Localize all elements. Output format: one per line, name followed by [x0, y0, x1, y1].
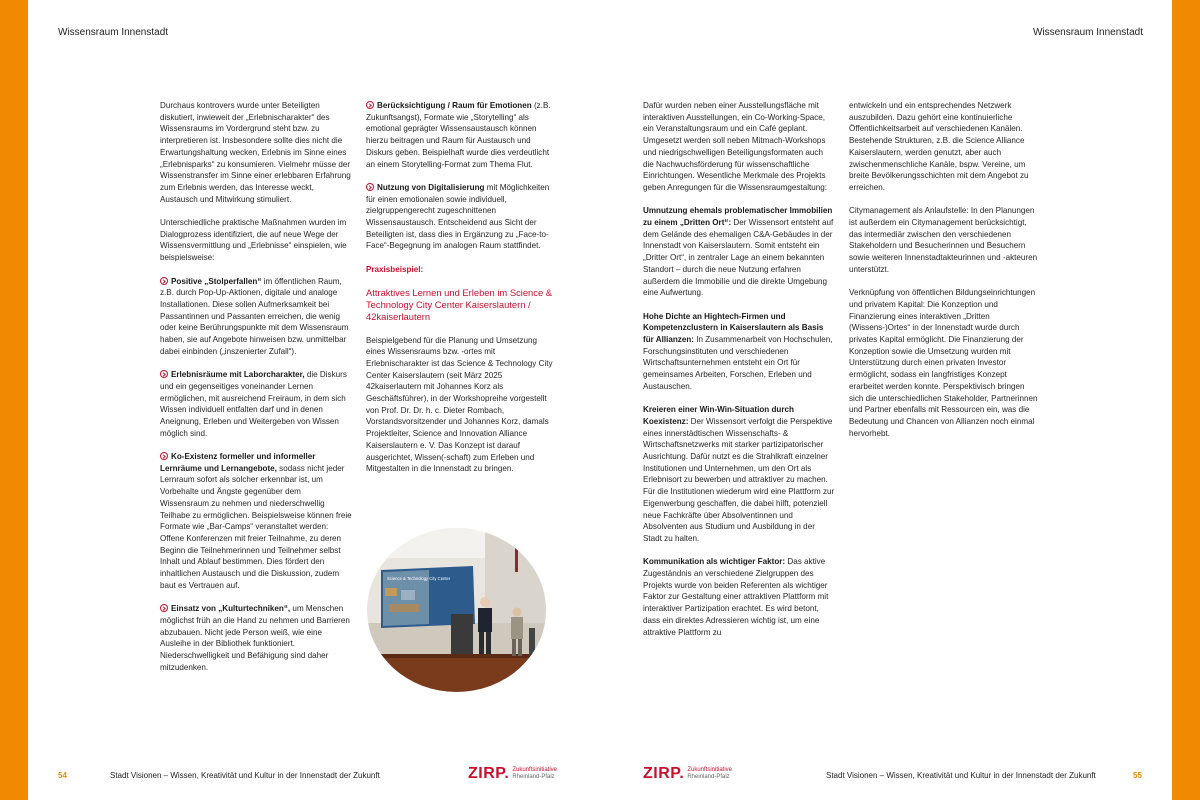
bullet-item: [160, 276, 352, 358]
paragraph: Verknüpfung von öffentlichen Bildungseinrichtungen und privatem Kapital: Die Konzeption und Finanzierung eines interaktiven „Dritten (Wissens-)Ortes“ in der Innenstadt wurde durch privates Kapital ermöglicht. Die Finanzierung der Konzeption sowie die Umsetzung wurden mit Unterstützung durch einen privaten Investor ermöglicht, sodass ein langfristiges Konzept erarbeitet werden konnte. Perspektivisch bringen sich die unterschiedlichen Stakeholder, Partnerinnen und Partner ebenfalls mit Ressourcen ein, was die Bedeutung und Chancen von Allianzen noch einmal hervorhebt.: [849, 288, 1038, 438]
paragraph: Beispielgebend für die Planung und Umsetzung eines Wissensraums bzw. -ortes mit Erlebnischarakter ist das Science & Technology City Center Kaiserslautern (seit März 2025 42kaiserlautern mit Johannes Korz als Geschäftsführer), in der Workshopreihe vorgestellt von Prof. Dr. Dr. h. c. Dieter Rombach, Vorstandsvorsitzender und Johannes Korz, damals Projektleiter, Science and Innovation Alliance Kaiserslautern e. V. Das Konzept ist darauf ausgerichtet, Wissen(-schaft) zum Erleben und Mitgestalten in die Innenstadt zu bringen.: [366, 335, 553, 474]
bullet-text: im öffentlichen Raum, z.B. durch Pop-Up-Aktionen, digitale und analoge Installationen. Diese sollen Aufmerksamkeit bei Passantinnen und Passanten erreichen, die wenig oder keine Berührungspunkte mit dem Wissensraum haben, sie auf Angebote hinweisen bzw. unmittelbar dabei einbinden („inszenierter Zufall“).: [160, 276, 349, 356]
circle-arrow-right-icon: [366, 101, 374, 109]
bullet-title: Berücksichtigung / Raum für Emotionen: [377, 101, 532, 110]
bullet-item: [366, 182, 556, 252]
bullet-text: mit Möglichkeiten für einen emotionalen sowie individuell, zielgruppengerecht zugeschnittenen Wissensaustausch. Entscheidend aus Sicht der Beteiligten ist, dass dies in Ergänzung zu „Face-to-Face“-Begegnung im analogen Raum stattfindet.: [366, 182, 550, 251]
logo-subtitle: [687, 767, 732, 781]
paragraph: entwickeln und ein entsprechendes Netzwerk auszubilden. Dazu gehört eine kontinuierliche Öffentlichkeitsarbeit auf verschiedenen Kanälen. Bestehende Strukturen, z.B. die Science Alliance Kaiserslautern, werden genutzt, aber auch zwischenmenschliche Kanäle, bspw. Vereine, um breite Bevölkerungsschichten mit dem Angebot zu erreichen.: [849, 101, 1029, 192]
bullet-title: Erlebnisräume mit Laborcharakter,: [171, 370, 305, 380]
logo-subtitle: [512, 767, 557, 781]
bullet-item: [160, 603, 352, 673]
feature-block: [643, 311, 835, 393]
paragraph: Unterschiedliche praktische Maßnahmen wurden im Dialogprozess identifiziert, die auf neue Wege der Wissensvermittlung und „Erlebnisse“ einspielen, wie beispielsweise:: [160, 218, 347, 263]
left-footer-title: Stadt Visionen – Wissen, Kreativität und Kultur in der Innenstadt der Zukunft: [110, 771, 380, 780]
zirp-logo-right: [643, 765, 732, 783]
bullet-text: die Diskurs und ein gegenseitiges voneinander Lernen ermöglichen, mit ausreichend Freiraum, in dem sich Wissen individuell entfalten darf und in denen Aneignung, Erleben und Weitergeben von Wissen möglich sind.: [160, 370, 347, 438]
feature-block: [643, 404, 835, 544]
bullet-item: [160, 451, 352, 591]
circle-arrow-right-icon: [160, 370, 168, 378]
right-orange-band: [1172, 0, 1200, 800]
circle-arrow-right-icon: [160, 452, 168, 460]
praxis-label: Praxisbeispiel:: [366, 264, 424, 274]
bullet-title: Ko-Existenz formeller und informeller Lernräume und Lernangebote,: [160, 452, 316, 473]
paragraph: Dafür wurden neben einer Ausstellungsfläche mit interaktiven Ausstellungen, ein Co-Working-Space, ein Veranstaltungsraum und ein Café geplant. Umgesetzt werden soll neben Mitmach-Workshops und niedrigschwelligen Beteiligungsformaten auch die Nachwuchsförderung für wissenschaftliche Einrichtungen. Wesentliche Merkmale des Projekts geben Anregungen für die Wissensraumgestaltung:: [643, 101, 828, 192]
right-footer-title: Stadt Visionen – Wissen, Kreativität und Kultur in der Innenstadt der Zukunft: [826, 771, 1096, 780]
column-3: [643, 100, 835, 650]
column-2: [366, 100, 556, 487]
logo-mark: ZIRP.: [468, 765, 510, 782]
bullet-title: Nutzung von Digitalisierung: [377, 182, 485, 192]
praxis-heading: Attraktives Lernen und Erleben im Science & Technology City Center Kaiserslautern / 42kaiserlautern: [366, 286, 553, 322]
feature-text: In Zusammenarbeit von Hochschulen, Forschungsinstituten und verschiedenen Wirtschaftsunternehmen entsteht ein Ort für gemeinsames Arbeiten, Forschen, Erleben und Austauschen.: [643, 335, 833, 391]
photo-screen-text: Science & Technology City Center: [387, 576, 451, 581]
circle-arrow-right-icon: [160, 277, 168, 285]
right-page-header: Wissensraum Innenstadt: [1032, 27, 1143, 38]
logo-line-2: Rheinland-Pfalz: [512, 774, 555, 780]
left-orange-band: [0, 0, 28, 800]
feature-text: Der Wissensort entsteht auf dem Gelände des ehemaligen C&A-Gebäudes in der Innenstadt von Kaiserslautern. Somit entsteht ein „Dritter Ort“, in zentraler Lage an einem bekannten Standort – durch die neue Nutzung erfahren außerdem die Immobilie und die direkte Umgebung eine Aufwertung.: [643, 218, 834, 298]
right-page-number: 55: [1133, 771, 1142, 780]
logo-mark: ZIRP.: [643, 765, 685, 782]
left-page-header: Wissensraum Innenstadt: [58, 27, 169, 38]
column-1: [160, 100, 352, 685]
bullet-title: Positive „Stolperfallen“: [171, 276, 262, 286]
logo-line-1: Zukunftsinitiative: [687, 767, 733, 773]
logo-line-2: Rheinland-Pfalz: [687, 774, 730, 780]
feature-block: [643, 556, 835, 638]
feature-title: Hohe Dichte an Hightech-Firmen und Kompetenzclustern in Kaiserslautern als Basis für Allianzen:: [643, 311, 824, 345]
feature-text: Das aktive Zugeständnis an verschiedene Zielgruppen des Projekts wurde von beiden Referenten als wichtiger Faktor zur Gestaltung einer attraktiven Plattform mit interaktiver Partizipation erachtet. Es wird betont, dass ein direktes Adressieren wichtig ist, um eine attraktive Plattform zu: [643, 557, 829, 637]
bullet-item: [366, 100, 556, 170]
bullet-text: (z.B. Zukunftsangst), Formate wie „Storytelling“ als emotional geprägter Wissensaustausch können hierzu beitragen und Raum für Austausch und Diskurs geben. Beispielhaft wurde dies verdeutlicht an einem Storytelling-Format zum Thema Flut.: [366, 101, 551, 169]
bullet-text: sodass nicht jeder Lernraum sofort als solcher erkennbar ist, um Vorbehalte und Ängste gegenüber dem Wissensraum zu nehmen und niederschwellig Teilhabe zu ermöglichen. Beispielsweise können freie Formate wie „Bar-Camps“ veranstaltet werden: Offene Konferenzen mit freier Teilnahme, zu deren Beginn die Teilnehmerinnen und Teilnehmer selbst Inhalt und Ablauf bestimmen. Dies fördert den inhaltlichen Austausch und die Diskussion, zudem baut es Vertrauen auf.: [160, 463, 352, 590]
bullet-title: Einsatz von „Kulturtechniken“,: [171, 604, 291, 614]
paragraph: Citymanagement als Anlaufstelle: In den Planungen ist außerdem ein Citymanagement berücksichtigt, das intermediär zwischen den verschiedenen Stakeholdern und Besucherinnen und Besuchern sowie weiteren Innenstadtakteurinnen und -akteuren unterstützt.: [849, 206, 1038, 274]
feature-title: Kreieren einer Win-Win-Situation durch Koexistenz:: [643, 405, 794, 426]
zirp-logo-left: [468, 765, 557, 783]
logo-line-1: Zukunftsinitiative: [512, 767, 558, 773]
bullet-text: um Menschen möglichst früh an die Hand zu nehmen und Barrieren abzubauen. Nicht jede Person weiß, wie eine Ausleihe in der Bibliothek funktioniert. Niederschwelligkeit und Befähigung sind daher mitzudenken.: [160, 604, 350, 672]
event-photo: [367, 528, 546, 692]
circle-arrow-right-icon: [160, 604, 168, 612]
feature-text: Der Wissensort verfolgt die Perspektive eines innerstädtischen Wissenschafts- & Wirtschaftsnetzwerks mit starker partizipatorischer Ausrichtung. Dafür nutzt es die Strahlkraft einzelner Institutionen und Unternehmen, um den Ort als Erlebnisort zu bewerben und attraktiver zu machen. Für die Institutionen wiederum wird eine Plattform zur Eigenwerbung geschaffen, die dabei hilft, potenziell neue Fachkräfte über Absolventinnen und Absolventen aus Studium und Ausbildung in der Stadt zu halten.: [643, 416, 835, 543]
circle-arrow-right-icon: [366, 183, 374, 191]
paragraph: Durchaus kontrovers wurde unter Beteiligten diskutiert, inwieweit der „Erlebnischarakter“ des Wissensraums im Vordergrund steht bzw. zu interpretieren ist. Insbesondere sollte dies nicht die Erwartungshaltung wecken, Erlebnis im Sinne eines „Erlebnisparks“ zu konsumieren. Vielmehr müsse der Wissenstransfer im Sinne einer erlebbaren Erfahrung zum Erlebnis werden, das Interesse weckt, Austausch und Mitwirkung stimuliert.: [160, 101, 351, 204]
bullet-item: [160, 369, 352, 439]
left-page-number: 54: [58, 771, 67, 780]
feature-title: Umnutzung ehemals problematischer Immobilien zu einem „Dritten Ort“:: [643, 206, 833, 228]
feature-block: [643, 205, 835, 299]
column-4: [849, 100, 1041, 451]
feature-title: Kommunikation als wichtiger Faktor:: [643, 557, 786, 567]
photo-illustration: [367, 528, 546, 692]
